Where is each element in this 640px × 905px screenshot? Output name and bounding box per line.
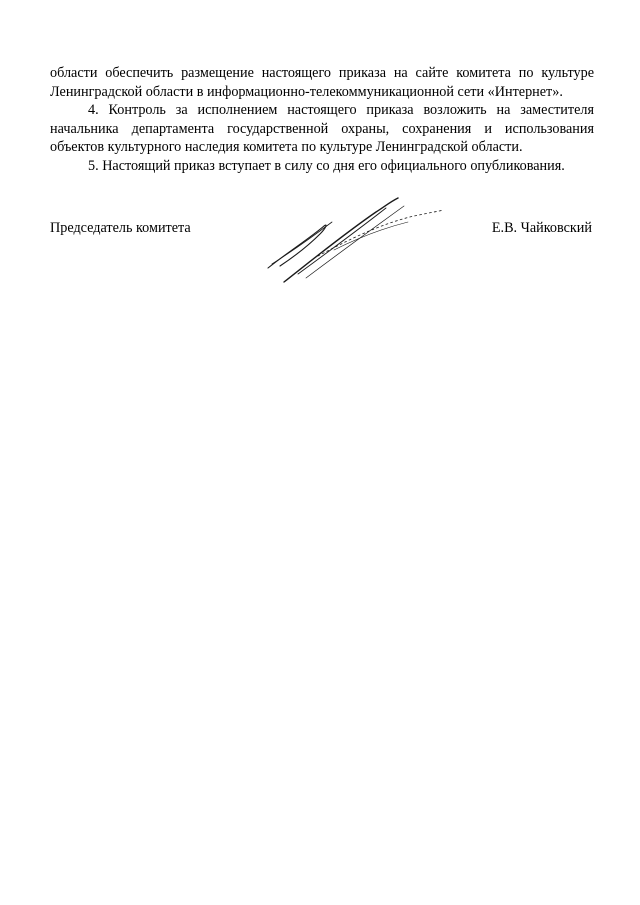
paragraph-item-4: 4. Контроль за исполнением настоящего приказа возложить на заместителя начальника департамента государственной охраны, сохранения и использования объектов культурного наследия комитета по культуре Ленинградской области. bbox=[50, 102, 594, 155]
signatory-title: Председатель комитета bbox=[50, 220, 191, 236]
paragraph-continuation: области обеспечить размещение настоящего приказа на сайте комитета по культуре Ленинградской области в информационно-телекоммуникационной сети «Интернет». bbox=[50, 65, 594, 100]
document-body bbox=[50, 64, 594, 175]
handwritten-signature bbox=[258, 194, 453, 286]
signatory-name: Е.В. Чайковский bbox=[491, 220, 592, 236]
paragraph-item-5: 5. Настоящий приказ вступает в силу со дня его официального опубликования. bbox=[88, 157, 565, 174]
